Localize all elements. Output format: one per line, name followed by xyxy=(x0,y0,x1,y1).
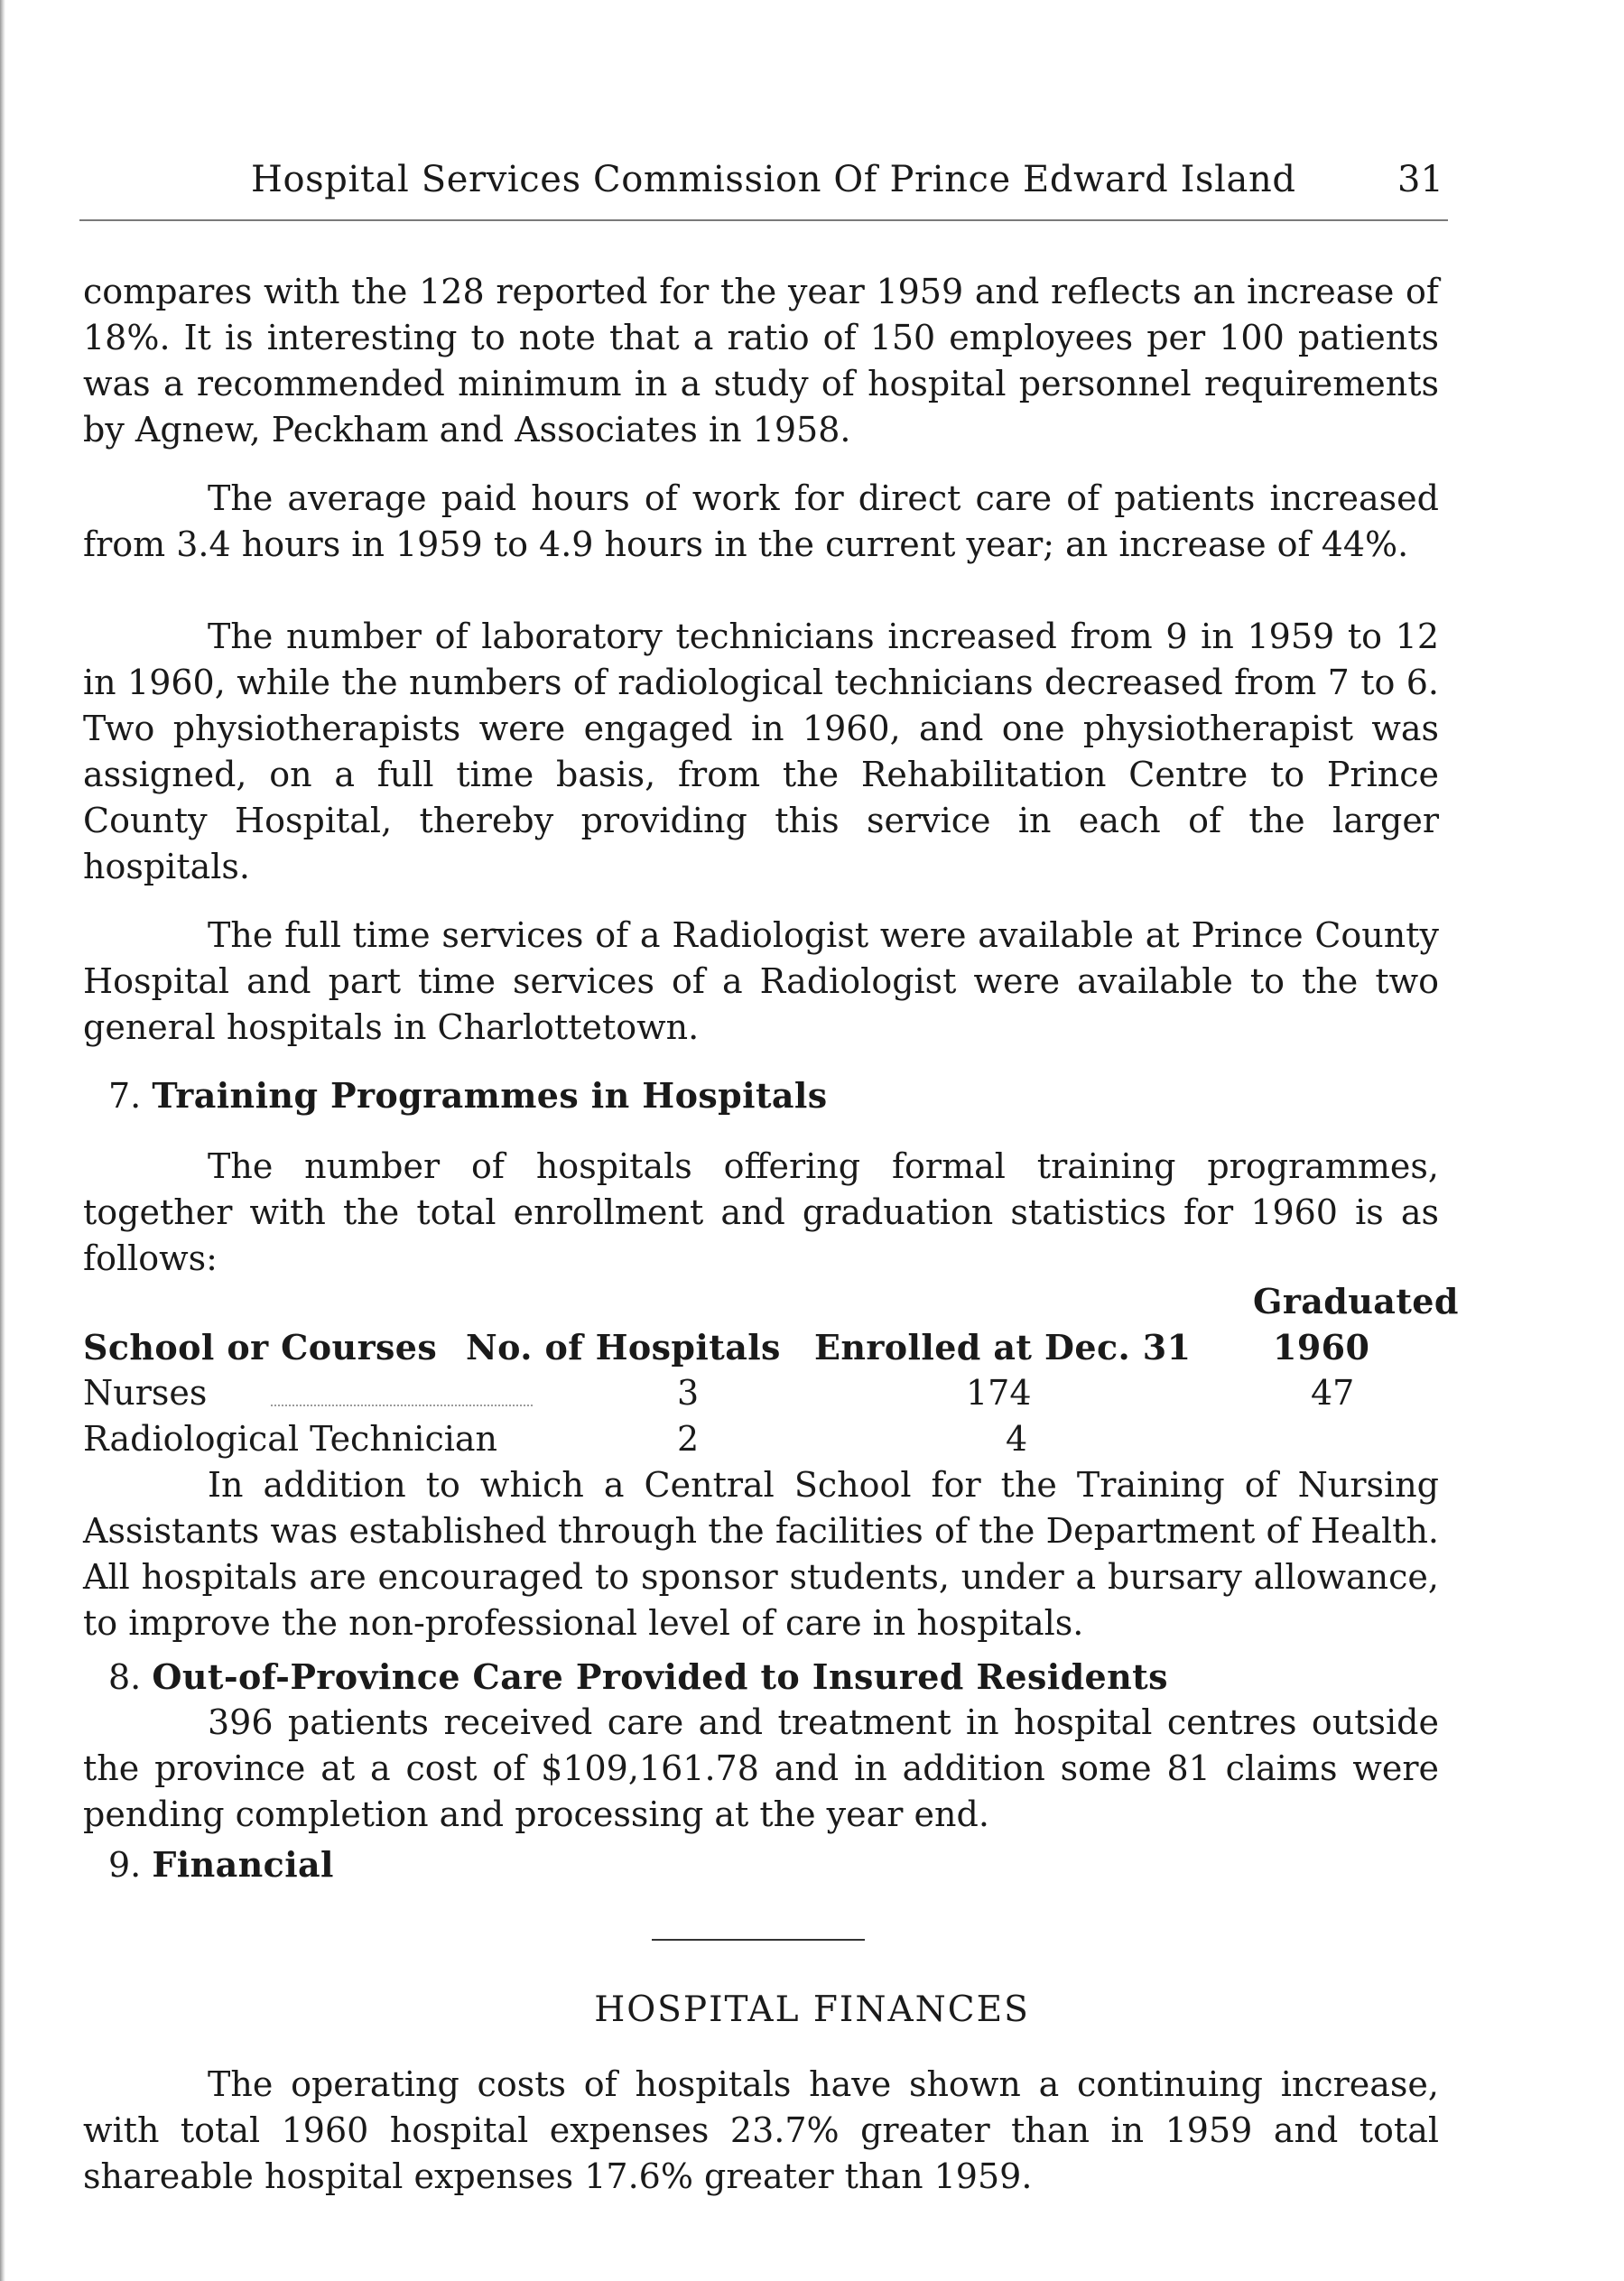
running-header-title: Hospital Services Commission Of Prince Edward Island xyxy=(251,159,1296,200)
hospital-finances-title: HOSPITAL FINANCES xyxy=(594,1989,1030,2030)
paragraph-hospital-finances: The operating costs of hospitals have shown a continuing increase, with total 1960 hospital expenses 23.7% greater than in 1959 and total shareable hospital expenses 17.6% greater than 1959. xyxy=(83,2064,1439,2196)
paragraph-paid-hours: The average paid hours of work for direct care of patients increased from 3.4 hours in 1959 to 4.9 hours in the current year; an increase of 44%. xyxy=(83,478,1439,564)
table-header-school: School or Courses xyxy=(83,1327,438,1368)
section-8-title: Out-of-Province Care Provided to Insured Residents xyxy=(152,1656,1168,1697)
table-cell-graduated: 47 xyxy=(1311,1373,1355,1413)
table-header-graduated-line2: 1960 xyxy=(1273,1327,1370,1368)
page-number: 31 xyxy=(1397,159,1443,200)
table-cell-enrolled: 4 xyxy=(1006,1419,1028,1459)
table-cell-course: Radiological Technician xyxy=(83,1419,498,1459)
paragraph-training-intro: The number of hospitals offering formal training programmes, together with the total enrollment and graduation statistics for 1960 is as follows: xyxy=(83,1146,1439,1278)
section-9-heading xyxy=(108,1841,334,1888)
table-cell-hospitals: 2 xyxy=(677,1419,700,1459)
page-edge-shadow xyxy=(0,0,5,2281)
table-header-enrolled: Enrolled at Dec. 31 xyxy=(814,1327,1192,1368)
dot-leader xyxy=(271,1405,533,1406)
paragraph-technicians: The number of laboratory technicians increased from 9 in 1959 to 12 in 1960, while the numbers of radiological technicians decreased from 7 to 6. Two physiotherapists were engaged in 1960, and one physiotherapist was assigned, on a full time basis, from the Rehabilitation Centre to Prince County Hospital, thereby providing this service in each of the larger hospitals. xyxy=(83,617,1439,886)
section-7-heading xyxy=(108,1072,828,1119)
section-9-number: 9. xyxy=(108,1845,142,1885)
header-rule xyxy=(79,219,1448,221)
paragraph-employee-ratio: compares with the 128 reported for the year 1959 and reflects an increase of 18%. It is interesting to note that a ratio of 150 employees per 100 patients was a recommended minimum in a study of hospital personnel requirements by Agnew, Peckham and Associates in 1958. xyxy=(83,272,1439,450)
section-8-heading xyxy=(108,1654,1168,1701)
paragraph-nursing-assistants: In addition to which a Central School for the Training of Nursing Assistants was established through the facilities of the Department of Health. All hospitals are encouraged to sponsor students, under a bursary allowance, to improve the non-professional level of care in hospitals. xyxy=(83,1465,1439,1643)
table-cell-enrolled: 174 xyxy=(966,1373,1032,1413)
table-cell-course: Nurses xyxy=(83,1373,208,1413)
table-header-graduated-line1: Graduated xyxy=(1253,1281,1459,1321)
section-divider-rule xyxy=(652,1939,865,1941)
section-9-title: Financial xyxy=(152,1844,334,1885)
paragraph-radiologist: The full time services of a Radiologist were available at Prince County Hospital and part time services of a Radiologist were available to the two general hospitals in Charlottetown. xyxy=(83,915,1439,1047)
paragraph-out-of-province: 396 patients received care and treatment in hospital centres outside the province at a cost of $109,161.78 and in addition some 81 claims were pending completion and processing at the year end. xyxy=(83,1702,1439,1834)
section-8-number: 8. xyxy=(108,1657,142,1697)
section-7-number: 7. xyxy=(108,1076,142,1116)
table-header-hospitals: No. of Hospitals xyxy=(466,1327,781,1368)
section-7-title: Training Programmes in Hospitals xyxy=(152,1075,828,1116)
table-cell-hospitals: 3 xyxy=(677,1373,700,1413)
